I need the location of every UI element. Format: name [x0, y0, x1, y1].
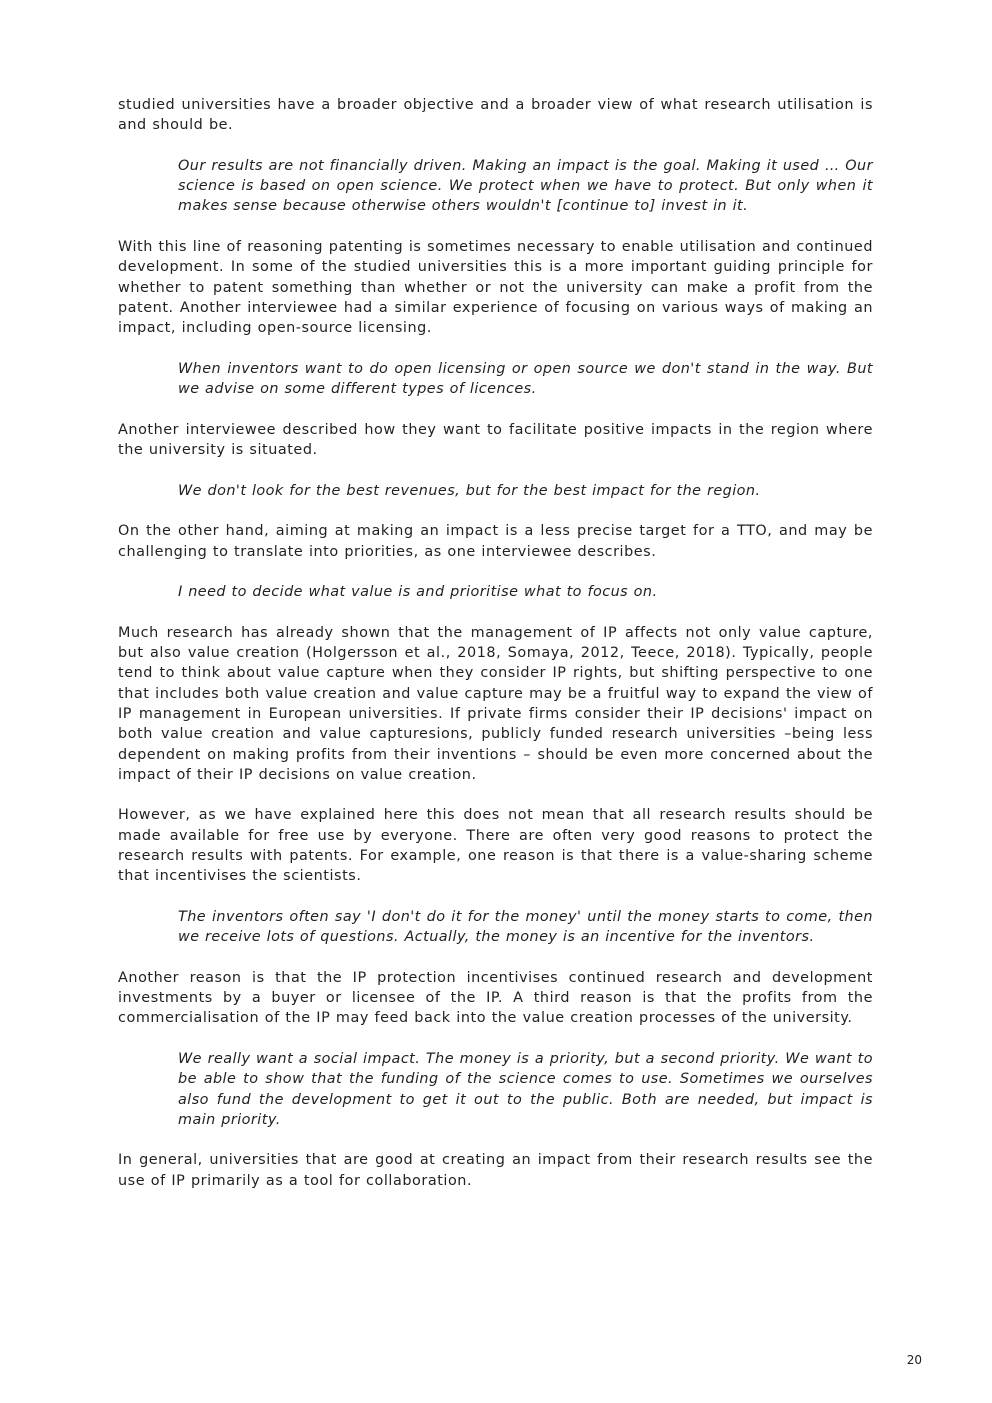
page-number: 20	[906, 1353, 922, 1367]
body-paragraph: Another interviewee described how they want to facilitate positive impacts in the region where the university is situated.	[118, 421, 873, 459]
body-paragraph: With this line of reasoning patenting is sometimes necessary to enable utilisation and continued development. In some of the studied universities this is a more important guiding principle for whether to patent something than whether or not the university can make a profit from the patent. Another interviewee had a similar experience of focusing on various ways of making an impact, including open-source licensing.	[118, 239, 873, 337]
interview-quote: Our results are not financially driven. Making an impact is the goal. Making it used … Our science is based on open science. We protect when we have to protect. But only when it makes sense because otherwise others wouldn't [continue to] invest in it.	[178, 157, 873, 215]
body-paragraph: Much research has already shown that the management of IP affects not only value capture, but also value creation (Holgersson et al., 2018, Somaya, 2012, Teece, 2018). Typically, people tend to think about value capture when they consider IP rights, but shifting perspective to one that includes both value creation and value capture may be a fruitful way to expand the view of IP management in European universities. If private firms consider their IP decisions' impact on both value creation and value capturesions, publicly funded research universities –being less dependent on making profits from their inventions – should be even more concerned about the impact of their IP decisions on value creation.	[118, 624, 873, 783]
body-paragraph: studied universities have a broader objective and a broader view of what research utilisation is and should be.	[118, 97, 873, 134]
body-paragraph: In general, universities that are good at creating an impact from their research results see the use of IP primarily as a tool for collaboration.	[118, 1152, 873, 1189]
body-paragraph: On the other hand, aiming at making an impact is a less precise target for a TTO, and may be challenging to translate into priorities, as one interviewee describes.	[118, 523, 873, 560]
interview-quote: We don't look for the best revenues, but for the best impact for the region.	[178, 482, 761, 499]
interview-quote: The inventors often say 'I don't do it for the money' until the money starts to come, then we receive lots of questions. Actually, the money is an incentive for the inventors.	[178, 908, 873, 946]
page-body	[118, 95, 873, 1211]
interview-quote: We really want a social impact. The money is a priority, but a second priority. We want to be able to show that the funding of the science comes to use. Sometimes we ourselves also fund the development to get it out to the public. Both are needed, but impact is main priority.	[178, 1050, 873, 1128]
interview-quote: I need to decide what value is and prioritise what to focus on.	[178, 584, 658, 601]
interview-quote: When inventors want to do open licensing or open source we don't stand in the way. But we advise on some different types of licences.	[178, 360, 873, 398]
body-paragraph: Another reason is that the IP protection incentivises continued research and development investments by a buyer or licensee of the IP. A third reason is that the profits from the commercialisation of the IP may feed back into the value creation processes of the university.	[118, 969, 873, 1027]
body-paragraph: However, as we have explained here this does not mean that all research results should be made available for free use by everyone. There are often very good reasons to protect the research results with patents. For example, one reason is that there is a value-sharing scheme that incentivises the scientists.	[118, 807, 873, 885]
